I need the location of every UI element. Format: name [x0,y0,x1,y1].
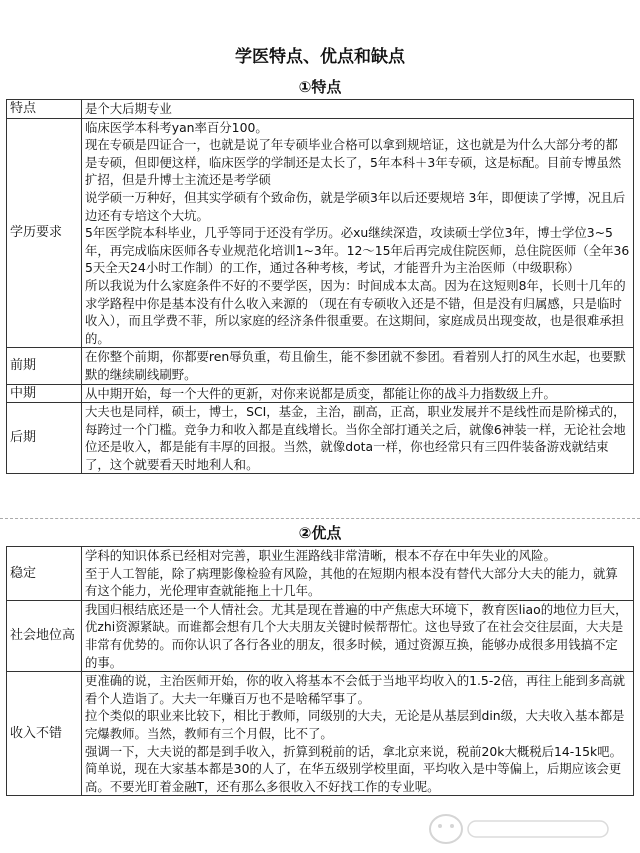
row-label: 稳定 [7,547,82,601]
table-row [7,100,634,119]
table-row [7,384,634,403]
row-paragraph: 学科的知识体系已经相对完善，职业生涯路线非常清晰，根本不存在中年失业的风险。 [85,548,556,563]
row-paragraph: 所以我说为什么家庭条件不好的不要学医，因为：时间成本太高。因为在这短则8年，长则十几年的求学路程中你是基本没有什么收入来源的 （现在有专硕收入还是不错，但是没有归属感，只是临时收入），而且学费不菲，所以家庭的经济条件很重要。在这期间，家庭成员出现变故，也是很难承担的。 [85,277,626,346]
row-paragraph: 强调一下，大夫说的都是到手收入，折算到税前的话，拿北京来说，税前20k大概税后14-15k吧。 [85,743,622,759]
row-content [82,547,634,601]
row-label: 特点 [7,100,82,119]
section-heading-features: ①特点 [298,78,342,96]
row-paragraph: 说学硕一万种好，但其实学硕有个致命伤，就是学硕3年以后还要规培 3年，即便读了学博，况且后边还有专培这个大坑。 [85,189,626,223]
table-row [7,403,634,474]
table-row [7,600,634,671]
row-paragraph: 我国归根结底还是一个人情社会。尤其是现在普遍的中产焦虑大环境下，教育医liao的地位力巨大，优zhi资源紧缺。而谁都会想有几个大夫朋友关键时候帮帮忙。这也导致了在社会交往层面，大夫是非常有优势的。而你认识了各行各业的朋友，很多时候，通过资源互换，能够办成很多用钱搞不定的事。 [85,601,628,670]
row-content [82,348,634,384]
document-title: 学医特点、优点和缺点 [235,47,405,67]
table-row [7,348,634,384]
row-content [82,384,634,403]
table-row [7,547,634,601]
row-paragraph: 更准确的说，主治医师开始，你的收入将基本不会低于当地平均收入的1.5-2倍，再往上能到多高就看个人造诣了。大夫一年赚百万也不是啥稀罕事了。 [85,673,626,706]
row-label: 社会地位高 [7,600,82,671]
row-content [82,672,634,796]
table-row [7,672,634,796]
row-paragraph: 临床医学本科考yan率百分100。 [85,119,268,135]
row-label: 后期 [7,403,82,474]
row-label: 收入不错 [7,672,82,796]
row-paragraph: 现在专硕是四证合一，也就是说了年专硕毕业合格可以拿到规培证，这也就是为什么大部分考的都是专硕，但即便这样，临床医学的学制还是太长了，5年本科＋3年专硕，这是标配。目前专博虽然扩招，但是升博士主流还是考学硕 [85,137,622,188]
row-paragraph: 大夫也是同样，硕士，博士，SCI，基金，主治，副高，正高，职业发展并不是线性而是阶梯式的，每跨过一个门槛。竞争力和收入都是直线增长。当你全部打通关之后，就像6神装一样，无论社会地位还是收入，都是能有丰厚的回报。当然，就像dota一样，你也经常只有三四件装备游戏就结束了，这个就要看天时地利人和。 [85,404,626,472]
row-paragraph: 在你整个前期，你都要ren辱负重，苟且偷生，能不参团就不参团。看着别人打的风生水起，也要默默的继续刷线刷野。 [85,349,626,382]
table-row [7,118,634,348]
row-label: 中期 [7,384,82,403]
section-heading-advantages: ②优点 [298,524,342,542]
features-table [6,99,634,474]
row-paragraph: 5年医学院本科毕业，几乎等同于还没有学历。必xu继续深造，攻读硕士学位3年，博士学位3~5年，再完成临床医师各专业规范化培训1~3年。12～15年后再完成住院医师，总住院医师（全年365天全天24小时工作制）的工作，通过各种考核，考试，才能晋升为主治医师（中级职称） [85,225,630,276]
watermark-logo [424,807,614,851]
row-paragraph: 是个大后期专业 [85,101,172,116]
section-divider [0,518,640,519]
row-paragraph: 拉个类似的职业来比较下，相比于教师，同级别的大夫，无论是从基层到din级，大夫收入基本都是完爆教师。当然，教师有三个月假，比不了。 [85,708,625,741]
row-content [82,100,634,119]
row-label: 学历要求 [7,118,82,348]
row-paragraph: 简单说，现在大家基本都是30的人了，在华五级别学校里面，平均收入是中等偏上，后期应该会更高。不要光盯着金融T，还有那么多很收入不好找工作的专业呢。 [85,761,622,794]
row-label: 前期 [7,348,82,384]
advantages-table [6,546,634,796]
row-paragraph: 从中期开始，每一个大件的更新，对你来说都是质变，都能让你的战斗力指数级上升。 [85,385,556,401]
row-content [82,403,634,474]
row-content [82,600,634,671]
row-paragraph: 至于人工智能，除了病理影像检验有风险，其他的在短期内根本没有替代大部分大夫的能力，就算有这个能力，光伦理审查就能拖上十几年。 [85,565,618,599]
row-content [82,118,634,348]
